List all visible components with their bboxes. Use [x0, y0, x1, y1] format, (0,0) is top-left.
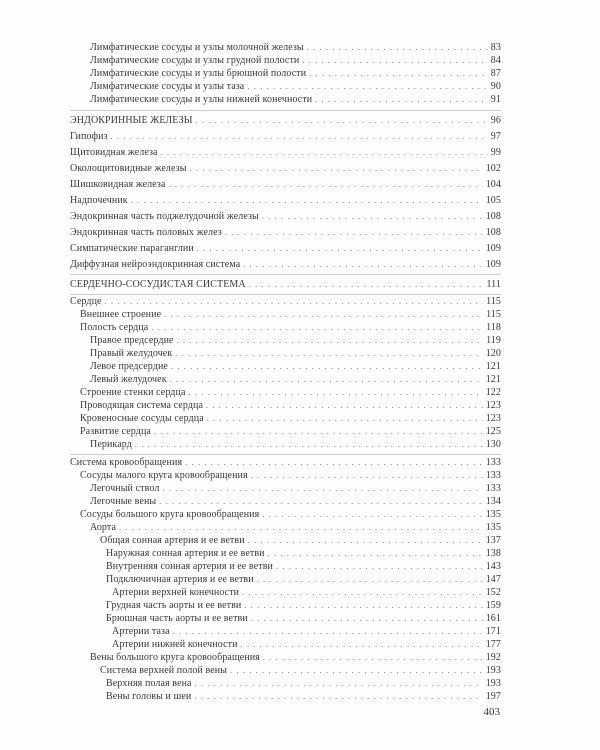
toc-entry[interactable]: [70, 400, 501, 412]
toc-entry-label: Эндокринная часть поджелудочной железы: [70, 211, 259, 222]
toc-entry-page: 90: [490, 81, 501, 92]
dot-leader: [257, 574, 483, 586]
toc-section-heading[interactable]: [70, 279, 501, 291]
toc-entry[interactable]: [70, 691, 501, 703]
toc-entry[interactable]: [70, 535, 501, 547]
toc-entry-label: Левый желудочек: [90, 374, 167, 385]
toc-entry[interactable]: [70, 613, 501, 625]
toc-entry[interactable]: [70, 626, 501, 638]
dot-leader: [189, 387, 483, 399]
toc-entry-page: 159: [485, 600, 501, 611]
toc-entry-page: 143: [485, 561, 501, 572]
toc-entry[interactable]: [70, 195, 501, 207]
toc-entry-page: 108: [485, 211, 501, 222]
dot-leader: [175, 348, 482, 360]
dot-leader: [243, 259, 482, 271]
dot-leader: [248, 535, 483, 547]
toc-entry[interactable]: [70, 335, 501, 347]
toc-entry-page: 161: [485, 613, 501, 624]
toc-entry-label: Полость сердца: [80, 322, 149, 333]
toc-entry-label: Артерии нижней конечности: [112, 639, 238, 650]
toc-entry-label: Развитие сердца: [80, 426, 151, 437]
toc-entry-page: 115: [486, 309, 501, 320]
toc-entry-page: 87: [490, 68, 501, 79]
toc-entry[interactable]: [70, 94, 501, 106]
toc-entry[interactable]: [70, 374, 501, 386]
toc-entry-label: Сосуды малого круга кровообращения: [80, 470, 248, 481]
toc-entry-label: Лимфатические сосуды и узлы таза: [90, 81, 245, 92]
toc-entry-label: Артерии таза: [112, 626, 170, 637]
toc-entry-label: Наружная сонная артерия и ее ветви: [106, 548, 265, 559]
toc-entry[interactable]: [70, 179, 501, 191]
dot-leader: [251, 470, 483, 482]
toc-entry-page: 83: [490, 42, 501, 53]
dot-leader: [207, 413, 483, 425]
toc-entry-page: 108: [485, 227, 501, 238]
dot-leader: [154, 426, 483, 438]
dot-leader: [105, 296, 483, 308]
toc-entry[interactable]: [70, 439, 501, 451]
toc-entry-label: Гипофиз: [70, 131, 108, 142]
toc-entry-label: Правое предсердие: [90, 335, 174, 346]
toc-entry-label: Верхняя полая вена: [106, 678, 192, 689]
dot-leader: [162, 483, 482, 495]
toc-entry-page: 123: [485, 400, 501, 411]
toc-entry-page: 109: [485, 259, 501, 270]
dot-leader: [159, 496, 482, 508]
toc-entry-page: 99: [490, 147, 501, 158]
toc-entry-label: Шишковидная железа: [70, 179, 166, 190]
toc-entry-page: 133: [485, 470, 501, 481]
toc-entry-page: 152: [485, 587, 501, 598]
toc-entry-label: Лимфатические сосуды и узлы нижней конечности: [90, 94, 313, 105]
toc-entry-page: 123: [485, 413, 501, 424]
toc-entry-label: Строение стенки сердца: [80, 387, 186, 398]
toc-entry[interactable]: [70, 147, 501, 159]
dot-leader: [161, 147, 488, 159]
toc-entry-page: 171: [485, 626, 501, 637]
toc-entry-page: 130: [485, 439, 501, 450]
toc-entry-page: 91: [490, 94, 501, 105]
toc-entry[interactable]: [70, 361, 501, 373]
toc-entry-label: Аорта: [90, 522, 117, 533]
toc-entry-page: 122: [485, 387, 501, 398]
dot-leader: [196, 115, 488, 127]
toc-entry-page: 115: [486, 296, 501, 307]
toc-entry-page: 177: [485, 639, 501, 650]
dot-leader: [195, 678, 483, 690]
dot-leader: [170, 374, 483, 386]
toc-entry[interactable]: [70, 131, 501, 143]
toc-entry[interactable]: [70, 348, 501, 360]
toc-entry-page: 109: [485, 243, 501, 254]
toc-entry-label: Грудная часть аорты и ее ветви: [106, 600, 242, 611]
toc-entry-page: 105: [485, 195, 501, 206]
toc-entry[interactable]: [70, 259, 501, 271]
dot-leader: [302, 55, 487, 67]
toc-entry[interactable]: [70, 548, 501, 560]
toc-entry-label: СЕРДЕЧНО-СОСУДИСТАЯ СИСТЕМА: [70, 279, 246, 290]
toc-entry[interactable]: [70, 652, 501, 664]
toc-entry[interactable]: [70, 496, 501, 508]
dot-leader: [241, 639, 483, 651]
toc-entry[interactable]: [70, 211, 501, 223]
dot-leader: [268, 548, 483, 560]
toc-entry-page: 96: [490, 115, 501, 126]
toc-entry-label: Левое предсердие: [90, 361, 168, 372]
dot-leader: [131, 195, 483, 207]
dot-leader: [244, 600, 482, 612]
toc-entry-label: Вены большого круга кровообращения: [90, 652, 260, 663]
toc-entry-label: Внешнее строение: [80, 309, 162, 320]
toc-entry-label: Система кровообращения: [70, 457, 183, 468]
toc-entry-page: 102: [485, 163, 501, 174]
dot-leader: [307, 42, 488, 54]
section-divider: [70, 110, 501, 111]
toc-entry-label: Артерии верхней конечности: [112, 587, 240, 598]
toc-entry-label: Перикард: [90, 439, 132, 450]
toc-entry-page: 111: [486, 279, 501, 290]
toc-entry-label: ЭНДОКРИННЫЕ ЖЕЛЕЗЫ: [70, 115, 193, 126]
toc-entry-page: 125: [485, 426, 501, 437]
toc-entry[interactable]: [70, 574, 501, 586]
dot-leader: [173, 626, 483, 638]
toc-entry[interactable]: [70, 639, 501, 651]
dot-leader: [111, 131, 488, 143]
section-divider: [70, 294, 501, 295]
toc-entry-label: Проводящая система сердца: [80, 400, 203, 411]
toc-entry-label: Вены головы и шеи: [106, 691, 192, 702]
toc-entry[interactable]: [70, 665, 501, 677]
toc-entry-label: Щитовидная железа: [70, 147, 158, 158]
dot-leader: [242, 587, 483, 599]
dot-leader: [249, 279, 484, 291]
toc-entry[interactable]: [70, 227, 501, 239]
toc-entry[interactable]: [70, 309, 501, 321]
toc-entry[interactable]: [70, 457, 501, 469]
section-divider: [70, 274, 501, 275]
toc-entry-page: 138: [485, 548, 501, 559]
toc-entry-page: 121: [485, 361, 501, 372]
toc-entry[interactable]: [70, 509, 501, 521]
toc-entry-page: 134: [485, 496, 501, 507]
toc-entry-label: Общая сонная артерия и ее ветви: [100, 535, 245, 546]
toc-entry-label: Симпатические параганглии: [70, 243, 194, 254]
toc-entry-label: Система верхней полой вены: [100, 665, 228, 676]
toc-entry-label: Лимфатические сосуды и узлы молочной железы: [90, 42, 304, 53]
toc-entry-label: Лимфатические сосуды и узлы грудной полости: [90, 55, 300, 66]
toc-entry[interactable]: [70, 243, 501, 255]
section-divider: [70, 454, 501, 455]
dot-leader: [119, 522, 483, 534]
toc-entry[interactable]: [70, 587, 501, 599]
toc-entry-label: Внутренняя сонная артерия и ее ветви: [106, 561, 273, 572]
toc-entry-label: Легочный ствол: [90, 483, 160, 494]
dot-leader: [262, 509, 482, 521]
toc-entry[interactable]: [70, 470, 501, 482]
toc-entry-page: 193: [485, 665, 501, 676]
toc-entry-label: Брюшная часть аорты и ее ветви: [106, 613, 248, 624]
dot-leader: [177, 335, 483, 347]
toc-entry[interactable]: [70, 561, 501, 573]
dot-leader: [194, 691, 482, 703]
toc-entry-page: 119: [486, 335, 501, 346]
page-number: 403: [483, 706, 500, 718]
toc-entry[interactable]: [70, 413, 501, 425]
toc-entry-page: 197: [485, 691, 501, 702]
toc-entry-label: Подключичная артерия и ее ветви: [106, 574, 254, 585]
dot-leader: [315, 94, 488, 106]
dot-leader: [276, 561, 483, 573]
toc-entry-page: 193: [485, 678, 501, 689]
toc-entry[interactable]: [70, 42, 501, 54]
dot-leader: [185, 457, 483, 469]
toc-entry-page: 133: [485, 457, 501, 468]
toc-entry-page: 84: [490, 55, 501, 66]
dot-leader: [225, 227, 483, 239]
dot-leader: [190, 163, 483, 175]
dot-leader: [230, 665, 483, 677]
toc-entry[interactable]: [70, 426, 501, 438]
toc-entry[interactable]: [70, 600, 501, 612]
toc-entry-page: 137: [485, 535, 501, 546]
toc-entry-label: Сердце: [70, 296, 102, 307]
toc-entry-label: Правый желудочек: [90, 348, 173, 359]
toc-entry[interactable]: [70, 296, 501, 308]
dot-leader: [151, 322, 483, 334]
toc-entry-page: 97: [490, 131, 501, 142]
toc-entry[interactable]: [70, 322, 501, 334]
dot-leader: [169, 179, 483, 191]
dot-leader: [262, 211, 483, 223]
toc-entry-page: 133: [485, 483, 501, 494]
toc-entry-label: Эндокринная часть половых желез: [70, 227, 222, 238]
toc-entry-page: 118: [486, 322, 501, 333]
toc-entry-label: Легочные вены: [90, 496, 157, 507]
toc-entry[interactable]: [70, 81, 501, 93]
toc-entry[interactable]: [70, 163, 501, 175]
dot-leader: [263, 652, 483, 664]
toc-entry-label: Диффузная нейроэндокринная система: [70, 259, 241, 270]
toc-entry-label: Лимфатические сосуды и узлы брюшной полости: [90, 68, 307, 79]
toc-entry[interactable]: [70, 483, 501, 495]
toc-entry-page: 192: [485, 652, 501, 663]
toc-entry-page: 147: [485, 574, 501, 585]
toc-entry[interactable]: [70, 68, 501, 80]
dot-leader: [251, 613, 483, 625]
toc-entry-label: Надпочечник: [70, 195, 128, 206]
dot-leader: [171, 361, 483, 373]
toc-entry[interactable]: [70, 55, 501, 67]
toc-entry-page: 121: [485, 374, 501, 385]
toc-entry-label: Сосуды большого круга кровообращения: [80, 509, 260, 520]
toc-entry-page: 135: [485, 509, 501, 520]
dot-leader: [164, 309, 483, 321]
toc-entry-page: 104: [485, 179, 501, 190]
toc-entry[interactable]: [70, 522, 501, 534]
dot-leader: [309, 68, 488, 80]
dot-leader: [135, 439, 483, 451]
toc-entry-page: 120: [485, 348, 501, 359]
toc-section-heading[interactable]: [70, 115, 501, 127]
toc-entry-label: Кровеносные сосуды сердца: [80, 413, 204, 424]
toc-entry[interactable]: [70, 678, 501, 690]
dot-leader: [247, 81, 487, 93]
toc-entry[interactable]: [70, 387, 501, 399]
dot-leader: [197, 243, 483, 255]
toc-entry-label: Околощитовидные железы: [70, 163, 187, 174]
dot-leader: [206, 400, 483, 412]
toc-entry-page: 135: [485, 522, 501, 533]
